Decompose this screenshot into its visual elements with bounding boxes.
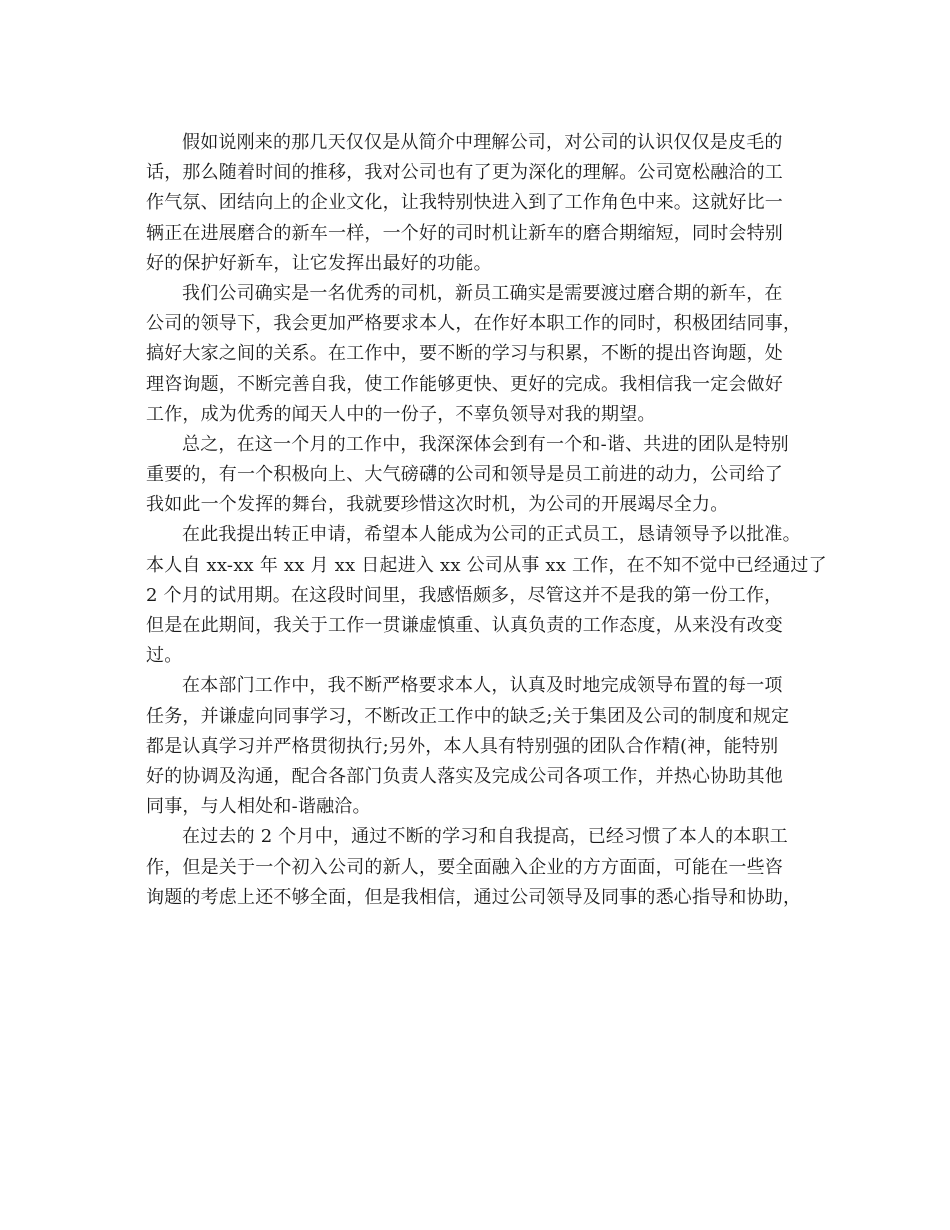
text-line: 在过去的 2 个月中，通过不断的学习和自我提高，已经习惯了本人的本职工 [182,826,788,848]
text-line: 总之，在这一个月的工作中，我深深体会到有一个和-谐、共进的团队是特别 [182,433,789,455]
text-line: 本人自 xx-xx 年 xx 月 xx 日起进入 xx 公司从事 xx 工作，在不知不觉中已经通过了 [146,554,827,576]
text-line: 搞好大家之间的关系。在工作中，要不断的学习与积累，不断的提出咨询题，处 [146,343,783,365]
text-line: 我如此一个发挥的舞台，我就要珍惜这次时机，为公司的开展竭尽全力。 [146,494,729,516]
text-line: 任务，并谦虚向同事学习，不断改正工作中的缺乏;关于集团及公司的制度和规定 [146,705,790,727]
paragraph-2 [146,279,811,430]
document-body [146,128,827,913]
text-line: 好的协调及沟通，配合各部门负责人落实及完成公司各项工作，并热心协助其他 [146,765,783,787]
text-line: 作气氛、团结向上的企业文化，让我特别快进入到了工作角色中来。这就好比一 [146,192,783,214]
text-line: 询题的考虑上还不够全面，但是我相信，通过公司领导及同事的悉心指导和协助， [146,886,802,908]
paragraph-1 [146,128,811,279]
text-line: 但是在此期间，我关于工作一贯谦虚慎重、认真负责的工作态度，从来没有改变 [146,615,783,636]
text-line: 公司的领导下，我会更加严格要求本人，在作好本职工作的同时，积极团结同事， [146,313,802,335]
text-line: 2 个月的试用期。在这段时间里，我感悟颇多，尽管这并不是我的第一份工作， [146,584,783,606]
text-line: 假如说刚来的那几天仅仅是从简介中理解公司，对公司的认识仅仅是皮毛的 [182,132,783,153]
text-line: 工作，成为优秀的闻天人中的一份子，不辜负领导对我的期望。 [146,403,656,425]
paragraph-6 [146,822,811,913]
text-line: 理咨询题，不断完善自我，使工作能够更快、更好的完成。我相信我一定会做好 [146,373,783,395]
paragraph-3 [146,430,811,521]
text-line: 我们公司确实是一名优秀的司机，新员工确实是需要渡过磨合期的新车，在 [182,282,783,304]
text-line: 好的保护好新车，让它发挥出最好的功能。 [146,252,492,274]
paragraph-4 [146,520,827,671]
paragraph-5 [146,671,811,822]
text-line: 话，那么随着时间的推移，我对公司也有了更为深化的理解。公司宽松融洽的工 [146,162,783,184]
text-line: 都是认真学习并严格贯彻执行;另外，本人具有特别强的团队合作精(神，能特别 [146,735,779,757]
text-line: 过。 [146,645,183,667]
text-line: 在此我提出转正申请，希望本人能成为公司的正式员工，恳请领导予以批准。 [182,524,801,546]
text-line: 作，但是关于一个初入公司的新人，要全面融入企业的方方面面，可能在一些咨 [146,856,783,878]
text-line: 在本部门工作中，我不断严格要求本人，认真及时地完成领导布置的每一项 [182,675,783,697]
text-line: 同事，与人相处和-谐融洽。 [146,796,371,818]
text-line: 重要的，有一个积极向上、大气磅礴的公司和领导是员工前进的动力，公司给了 [146,464,783,486]
text-line: 辆正在进展磨合的新车一样，一个好的司时机让新车的磨合期缩短，同时会特别 [146,222,783,244]
